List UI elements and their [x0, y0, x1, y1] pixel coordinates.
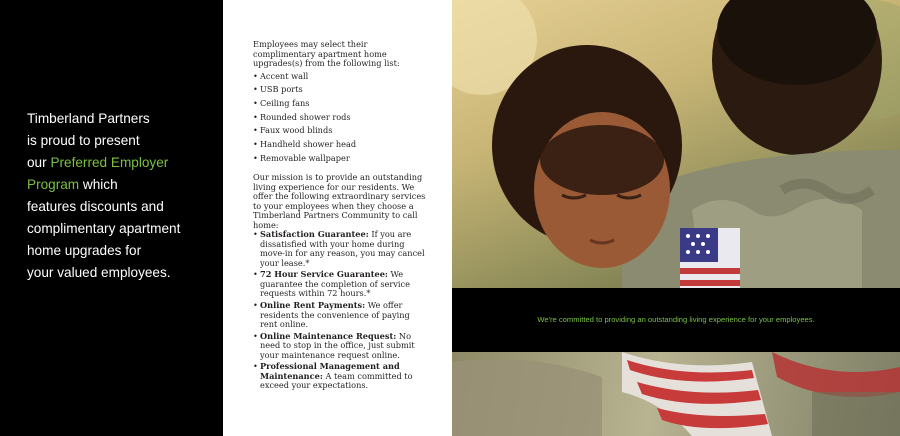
details-content — [253, 40, 426, 393]
intro-line: Timberland Partners — [27, 111, 150, 126]
service-item — [253, 301, 426, 330]
service-item — [253, 230, 426, 268]
upgrade-item: • Rounded shower rods — [253, 113, 426, 123]
service-title: Online Maintenance Request: — [260, 330, 397, 341]
intro-text — [27, 108, 217, 284]
mission-statement: Our mission is to provide an outstanding living experience for our residents. We offer the following extraordinary services to your employees when they choose a Timberland Partners Community to call home: — [253, 172, 426, 230]
service-text: A team committed to exceed your expectations. — [260, 370, 413, 391]
intro-line: complimentary apartment — [27, 221, 181, 236]
intro-line: our — [27, 155, 51, 170]
photo-panel — [452, 0, 900, 436]
upgrade-item: • Handheld shower head — [253, 140, 426, 150]
service-title: Professional Management and Maintenance: — [260, 361, 400, 381]
upgrade-item: • USB ports — [253, 85, 426, 95]
service-title: Online Rent Payments: — [260, 300, 366, 310]
service-text: We guarantee the completion of service requests within 72 hours.* — [260, 269, 410, 299]
upgrades-intro: Employees may select their complimentary apartment home upgrades(s) from the following list: — [253, 39, 400, 68]
flag-patch — [680, 228, 740, 288]
service-text: We offer residents the convenience of paying rent online. — [260, 300, 410, 329]
child-hugging-soldier-illustration — [452, 0, 900, 288]
tagline-banner — [452, 288, 900, 352]
family-photo — [452, 0, 900, 288]
intro-line: is proud to present — [27, 133, 140, 148]
intro-panel — [0, 0, 223, 436]
details-panel — [223, 0, 452, 436]
service-text: No need to stop in the office, just submit your maintenance request online. — [260, 330, 415, 360]
tagline-text: We're committed to providing an outstanding living experience for your employees. — [537, 315, 815, 324]
upgrade-item: • Faux wood blinds — [253, 126, 426, 136]
child-hair-fringe — [540, 125, 664, 195]
intro-line: features discounts and — [27, 199, 164, 214]
flag-photo — [452, 352, 900, 436]
program-name-highlight: Preferred Employer — [50, 155, 169, 170]
service-item — [253, 362, 426, 391]
service-title: 72 Hour Service Guarantee: — [260, 269, 388, 280]
upgrade-item: • Removable wallpaper — [253, 154, 426, 164]
services-list — [253, 230, 426, 391]
camo-uniform — [452, 359, 602, 436]
service-item — [253, 270, 426, 299]
service-item — [253, 332, 426, 361]
upgrade-item: • Accent wall — [253, 72, 426, 82]
program-name-highlight: Program — [27, 177, 80, 192]
upgrade-list — [253, 72, 426, 164]
intro-line: home upgrades for — [27, 243, 142, 258]
camo-pattern — [812, 392, 900, 436]
service-title: Satisfaction Guarantee: — [260, 229, 369, 240]
intro-line: your valued employees. — [27, 265, 171, 280]
flag-illustration — [452, 352, 900, 436]
service-text: If you are dissatisfied with your home during move-in for any reason, you may cancel your lease.* — [260, 229, 425, 268]
intro-line: which — [79, 177, 118, 192]
upgrade-item: • Ceiling fans — [253, 99, 426, 109]
